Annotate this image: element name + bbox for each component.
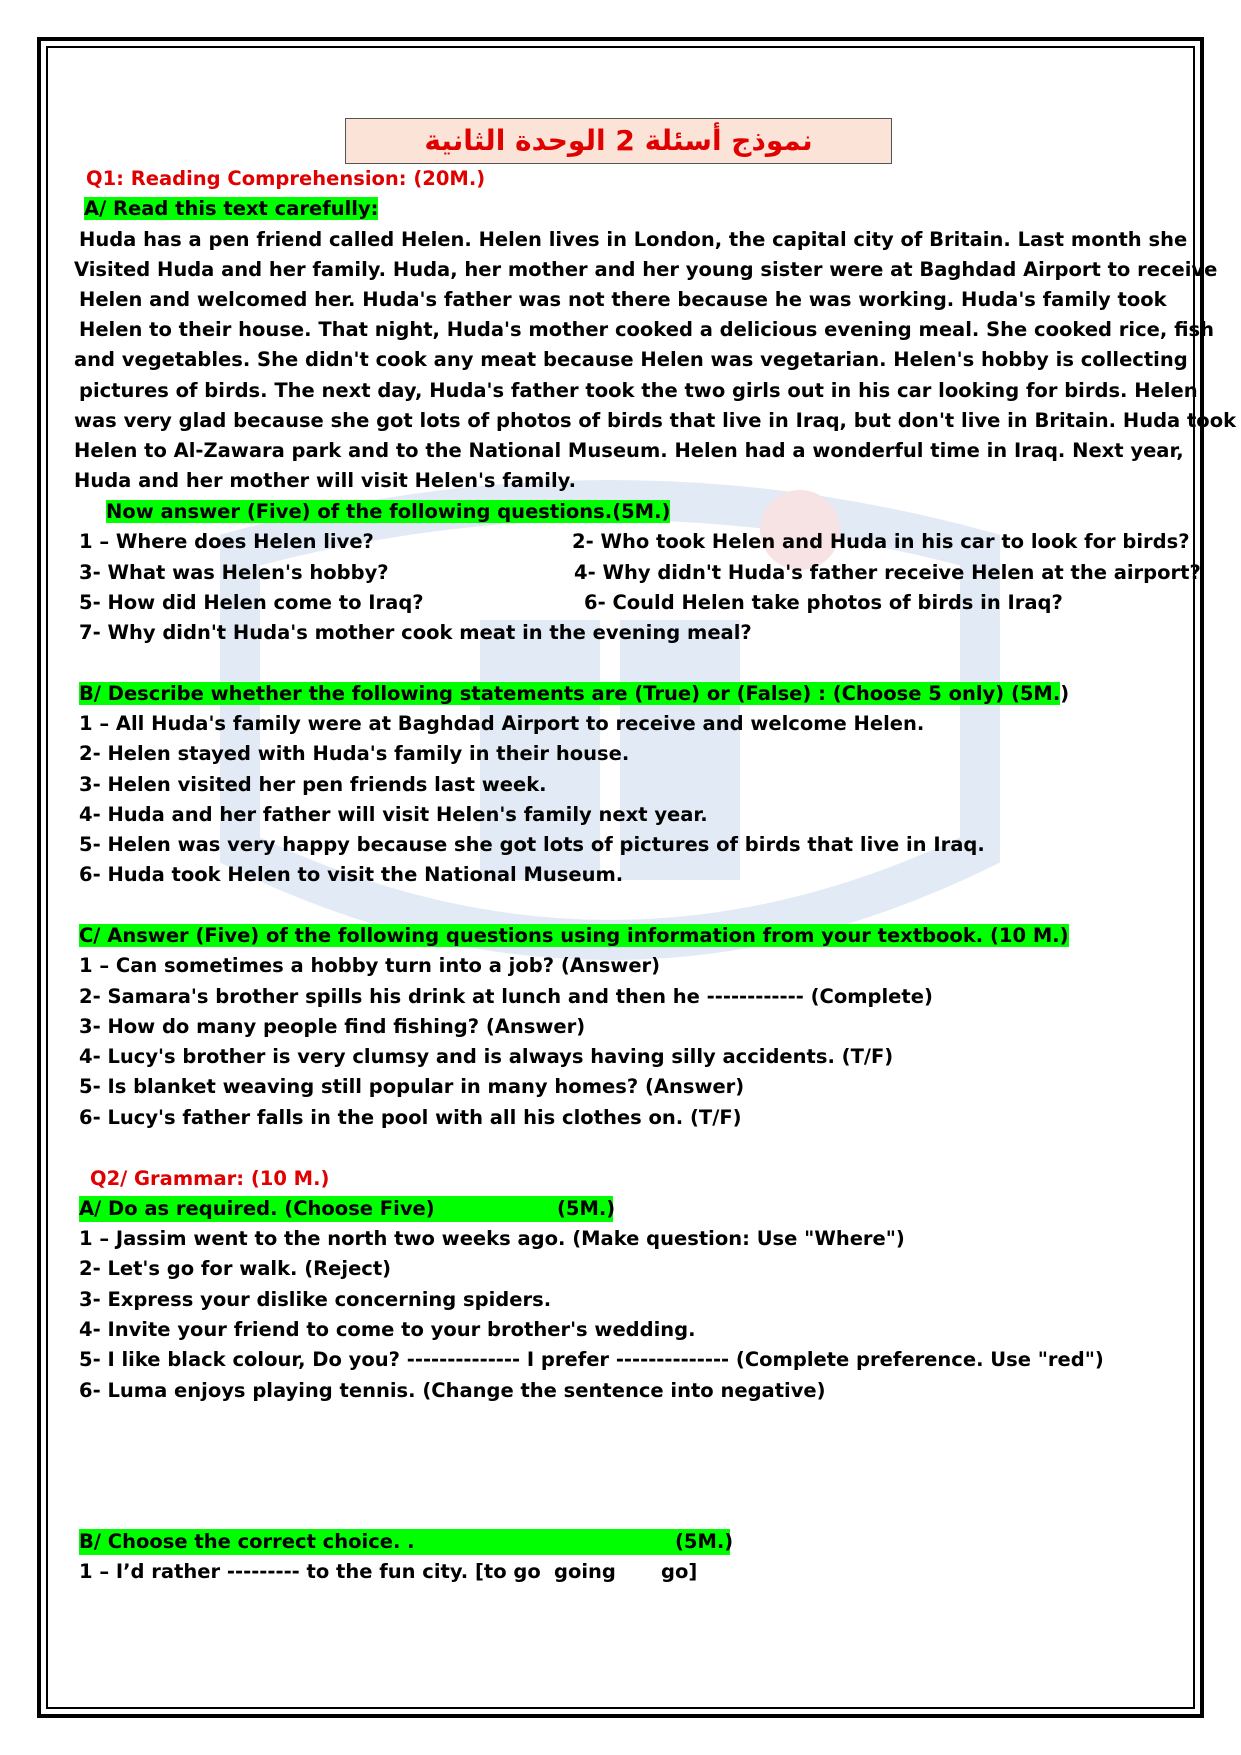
q2-b-heading: B/ Choose the correct choice. . <box>79 1530 415 1553</box>
task-item: 1 – Jassim went to the north two weeks ago. (Make question: Use "Where") <box>79 1227 905 1250</box>
statement-item: 5- Helen was very happy because she got lots of pictures of birds that live in Iraq. <box>79 833 985 856</box>
statement-item: 6- Huda took Helen to visit the National Museum. <box>79 863 624 886</box>
q2-a-heading: A/ Do as required. (Choose Five) <box>79 1197 435 1220</box>
passage-line: Huda and her mother will visit Helen's family. <box>74 469 576 492</box>
q1-heading: Q1: Reading Comprehension: (20M.) <box>86 167 486 190</box>
passage-line: Visited Huda and her family. Huda, her mother and her young sister were at Baghdad Airport to receive <box>74 258 1218 281</box>
question-item: 3- What was Helen's hobby? <box>79 561 389 584</box>
q1-a-heading: A/ Read this text carefully: <box>84 197 379 220</box>
q1-b-heading: B/ Describe whether the following statements are (True) or (False) : (Choose 5 only) (5M. <box>79 682 1061 705</box>
question-item: 2- Who took Helen and Huda in his car to look for birds? <box>572 530 1190 553</box>
question-item: 1 – Where does Helen live? <box>79 530 374 553</box>
q2-a-marks: (5M.) <box>557 1197 616 1220</box>
choice-option: go] <box>661 1560 698 1583</box>
now-answer-heading: Now answer (Five) of the following questions.(5M.) <box>106 500 671 523</box>
passage-line: Helen to Al-Zawara park and to the National Museum. Helen had a wonderful time in Iraq. Next year, <box>74 439 1184 462</box>
passage-line: was very glad because she got lots of photos of birds that live in Iraq, but don't live in Britain. Huda took <box>74 409 1237 432</box>
question-item: 4- Lucy's brother is very clumsy and is always having silly accidents. (T/F) <box>79 1045 894 1068</box>
statement-item: 3- Helen visited her pen friends last week. <box>79 773 547 796</box>
task-item: 6- Luma enjoys playing tennis. (Change the sentence into negative) <box>79 1379 826 1402</box>
question-item: 6- Could Helen take photos of birds in Iraq? <box>584 591 1063 614</box>
question-item: 3- How do many people find fishing? (Answer) <box>79 1015 586 1038</box>
statement-item: 1 – All Huda's family were at Baghdad Airport to receive and welcome Helen. <box>79 712 925 735</box>
q1-c-heading: C/ Answer (Five) of the following questions using information from your textbook. (10 M.) <box>79 924 1069 947</box>
passage-line: Helen and welcomed her. Huda's father was not there because he was working. Huda's family took <box>79 288 1167 311</box>
task-item: 2- Let's go for walk. (Reject) <box>79 1257 392 1280</box>
question-item: 7- Why didn't Huda's mother cook meat in the evening meal? <box>79 621 752 644</box>
choice-option: going <box>554 1560 616 1583</box>
passage-line: pictures of birds. The next day, Huda's father took the two girls out in his car looking for birds. Helen <box>79 379 1198 402</box>
question-item: 5- How did Helen come to Iraq? <box>79 591 424 614</box>
q1-b-heading-end: ) <box>1060 682 1070 705</box>
q2-b-marks: (5M.) <box>675 1530 734 1553</box>
task-item: 5- I like black colour, Do you? -------------- I prefer -------------- (Complete preference. Use "red") <box>79 1348 1104 1371</box>
page-title: نموذج أسئلة 2 الوحدة الثانية <box>345 118 892 164</box>
passage-line: Helen to their house. That night, Huda's mother cooked a delicious evening meal. She cooked rice, fish <box>79 318 1215 341</box>
q2-heading: Q2/ Grammar: (10 M.) <box>90 1167 330 1190</box>
question-item: 1 – Can sometimes a hobby turn into a job? (Answer) <box>79 954 661 977</box>
passage-line: Huda has a pen friend called Helen. Helen lives in London, the capital city of Britain. Last month she <box>79 228 1188 251</box>
passage-line: and vegetables. She didn't cook any meat because Helen was vegetarian. Helen's hobby is collecting <box>74 348 1188 371</box>
statement-item: 2- Helen stayed with Huda's family in their house. <box>79 742 630 765</box>
question-item: 6- Lucy's father falls in the pool with all his clothes on. (T/F) <box>79 1106 742 1129</box>
question-item: 5- Is blanket weaving still popular in many homes? (Answer) <box>79 1075 745 1098</box>
statement-item: 4- Huda and her father will visit Helen's family next year. <box>79 803 708 826</box>
question-item: 2- Samara's brother spills his drink at lunch and then he ------------ (Complete) <box>79 985 933 1008</box>
choice-item: 1 – I’d rather --------- to the fun city. [to go <box>79 1560 541 1583</box>
task-item: 3- Express your dislike concerning spiders. <box>79 1288 552 1311</box>
task-item: 4- Invite your friend to come to your brother's wedding. <box>79 1318 696 1341</box>
question-item: 4- Why didn't Huda's father receive Helen at the airport? <box>574 561 1201 584</box>
